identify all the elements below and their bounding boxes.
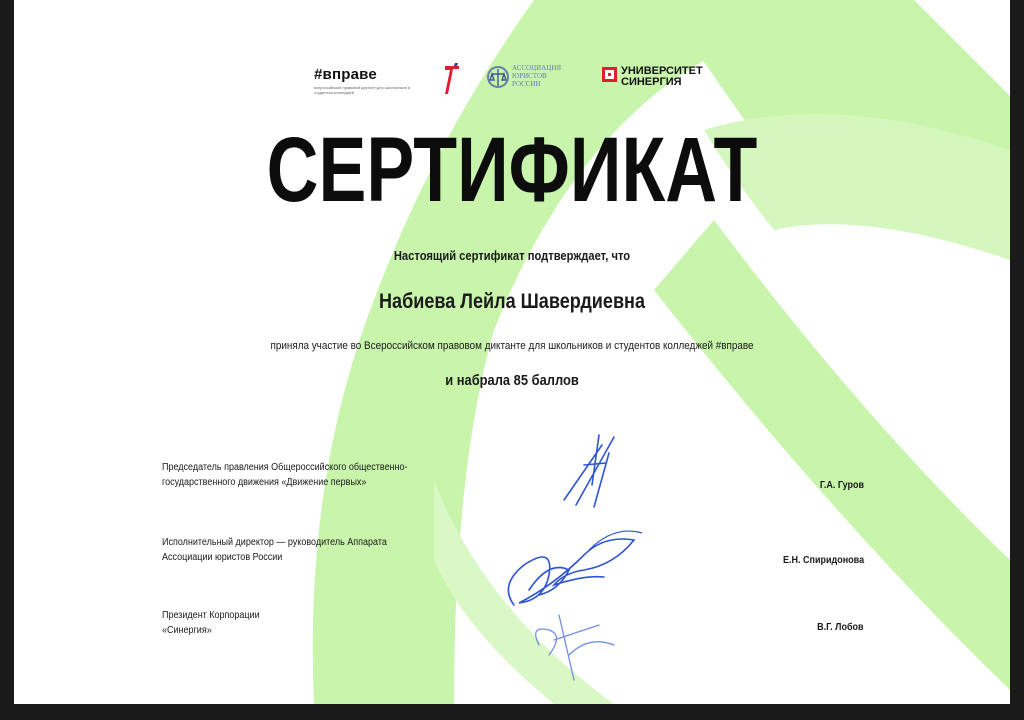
- sinergia-text-line: УНИВЕРСИТЕТ: [621, 65, 703, 77]
- dvizhenie-pervykh-logo: [442, 62, 462, 101]
- dvizhenie-pervykh-icon: [442, 62, 462, 96]
- signatory-role-line: государственного движения «Движение первых»: [162, 477, 367, 488]
- signatory-role-line: «Синергия»: [162, 625, 212, 636]
- signatory-role: [162, 460, 432, 490]
- sinergia-text-line: СИНЕРГИЯ: [621, 76, 682, 88]
- signatory-role: [162, 608, 432, 638]
- signatory-role-line: Президент Корпорации: [162, 610, 260, 621]
- certificate-title: СЕРТИФИКАТ: [266, 119, 758, 221]
- scales-emblem-icon: [486, 64, 510, 92]
- certificate-intro: Настоящий сертификат подтверждает, что: [393, 248, 631, 263]
- signatory-role-line: Исполнительный директор — руководитель Аппарата: [162, 537, 387, 548]
- signatory-name: В.Г. Лобов: [817, 622, 864, 633]
- signature-gurov: [554, 425, 634, 510]
- sinergia-square-icon: [602, 67, 617, 82]
- sinergia-text: [621, 66, 751, 88]
- signatory-role-line: Председатель правления Общероссийского общественно-: [162, 462, 408, 473]
- signatory-name: Е.Н. Спиридонова: [782, 555, 864, 566]
- vprave-logo-text: #вправе: [314, 66, 377, 83]
- assoc-lawyers-text: АССОЦИАЦИЯ ЮРИСТОВ РОССИИ: [512, 64, 562, 88]
- signatory-name: Г.А. Гуров: [819, 480, 864, 491]
- signatory-role: [162, 535, 432, 565]
- vprave-logo: [314, 66, 424, 95]
- signature-lobov: [519, 595, 629, 690]
- score-line: и набрала 85 баллов: [445, 372, 579, 389]
- vprave-logo-subtext: всероссийский правовой диктант для школьников и студентов колледжей: [314, 85, 411, 95]
- partner-logos: [314, 62, 734, 98]
- signatory-role-line: Ассоциации юристов России: [162, 552, 283, 563]
- recipient-name: Набиева Лейла Шавердиевна: [378, 290, 646, 313]
- participation-description: приняла участие во Всероссийском правовом диктанте для школьников и студентов колледжей #вправе: [270, 340, 754, 352]
- certificate-sheet: [14, 0, 1010, 704]
- assoc-lawyers-logo: [486, 64, 562, 97]
